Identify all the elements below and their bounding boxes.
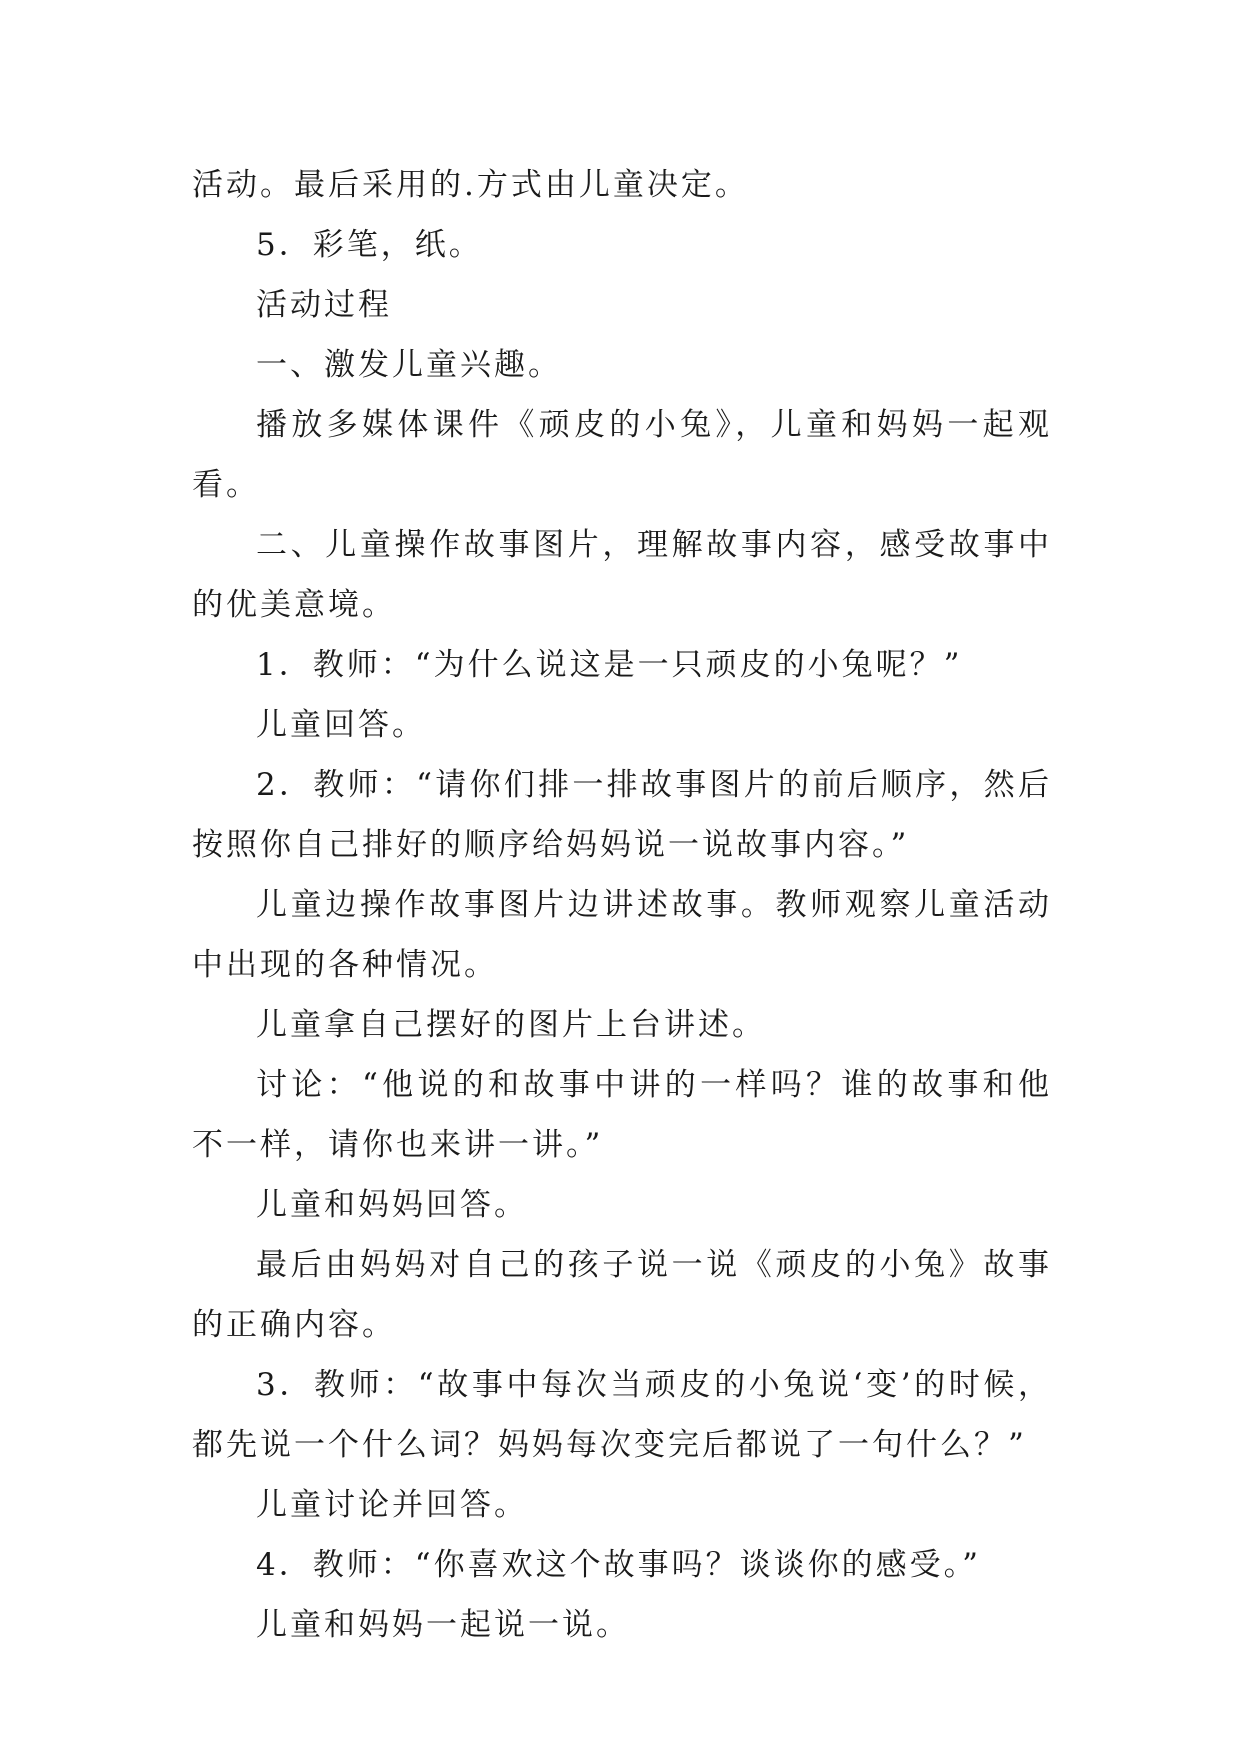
document-body [192, 155, 1052, 1655]
paragraph-materials-item-5: 5．彩笔，纸。 [256, 227, 483, 263]
paragraph: 儿童和妈妈回答。 [256, 1187, 528, 1223]
paragraph: 讨论：“他说的和故事中讲的一样吗？谁的故事和他不一样，请你也来讲一讲。” [192, 1067, 1052, 1163]
paragraph: 3．教师：“故事中每次当顽皮的小兔说‘变’的时候，都先说一个什么词？妈妈每次变完后都说了一句什么？” [192, 1367, 1052, 1463]
paragraph: 2．教师：“请你们排一排故事图片的前后顺序，然后按照你自己排好的顺序给妈妈说一说故事内容。” [192, 767, 1052, 863]
step-heading-2: 二、儿童操作故事图片，理解故事内容，感受故事中的优美意境。 [192, 527, 1052, 623]
paragraph: 儿童和妈妈一起说一说。 [256, 1607, 630, 1643]
paragraph: 播放多媒体课件《顽皮的小兔》，儿童和妈妈一起观看。 [192, 407, 1052, 503]
paragraph: 儿童拿自己摆好的图片上台讲述。 [256, 1007, 766, 1043]
paragraph: 最后由妈妈对自己的孩子说一说《顽皮的小兔》故事的正确内容。 [192, 1247, 1052, 1343]
paragraph: 儿童讨论并回答。 [256, 1487, 528, 1523]
section-heading-activity-process: 活动过程 [256, 287, 392, 323]
paragraph-continuation: 活动。最后采用的.方式由儿童决定。 [192, 167, 749, 203]
paragraph: 儿童回答。 [256, 707, 426, 743]
paragraph: 1．教师：“为什么说这是一只顽皮的小兔呢？” [256, 647, 963, 683]
paragraph: 儿童边操作故事图片边讲述故事。教师观察儿童活动中出现的各种情况。 [192, 887, 1052, 983]
step-heading-1: 一、激发儿童兴趣。 [256, 347, 562, 383]
paragraph: 4．教师：“你喜欢这个故事吗？谈谈你的感受。” [256, 1547, 981, 1583]
